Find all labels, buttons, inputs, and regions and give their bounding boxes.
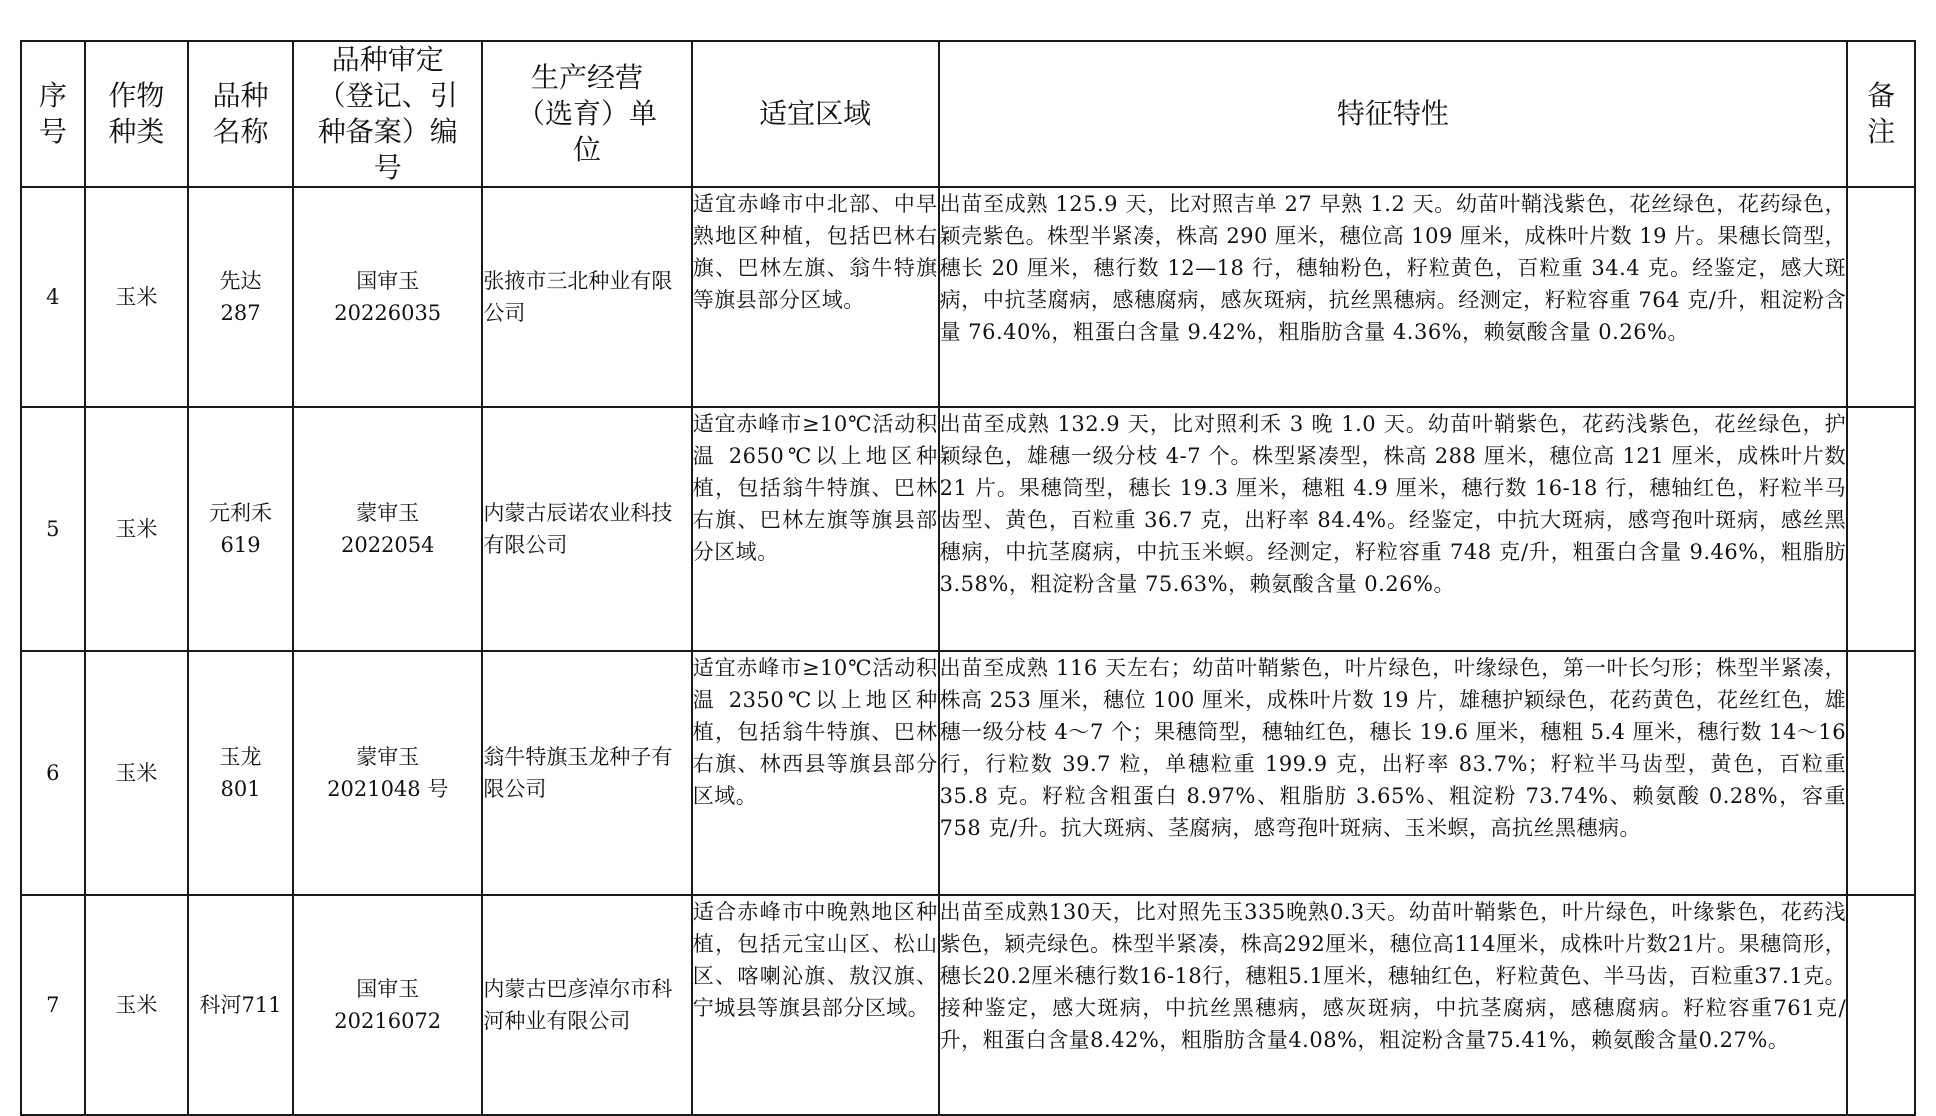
cell-variety: 科河711: [188, 895, 293, 1115]
cell-traits: 出苗至成熟130天，比对照先玉335晚熟0.3天。幼苗叶鞘紫色，叶片绿色，叶缘紫色，花药浅紫色，颖壳绿色。株型半紧凑，株高292厘米，穗位高114厘米，成株叶片数21片。果穗筒形，穗长20.2厘米穗行数16-18行，穗粗5.1厘米，穗轴红色，籽粒黄色、半马齿，百粒重37.1克。接种鉴定，感大斑病，中抗丝黑穗病，感灰斑病，中抗茎腐病，感穗腐病。籽粒容重761克/升，粗蛋白含量8.42%，粗脂肪含量4.08%，粗淀粉含量75.41%，赖氨酸含量0.27%。: [939, 895, 1848, 1115]
header-no: 序号: [21, 41, 85, 187]
cell-remarks: [1847, 895, 1915, 1115]
cell-reg-no: 国审玉 20226035: [293, 187, 482, 407]
cell-remarks: [1847, 407, 1915, 651]
header-reg-no: 品种审定（登记、引种备案）编号: [293, 41, 482, 187]
cell-no: 4: [21, 187, 85, 407]
cell-no: 5: [21, 407, 85, 651]
cell-producer: 内蒙古巴彦淖尔市科河种业有限公司: [482, 895, 691, 1115]
cell-region: 适宜赤峰市中北部、中早熟地区种植，包括巴林右旗、巴林左旗、翁牛特旗等旗县部分区域。: [692, 187, 939, 407]
cell-variety: 先达 287: [188, 187, 293, 407]
table-row: [21, 651, 1915, 895]
cell-region: 适宜赤峰市≥10℃活动积温 2350℃以上地区种植，包括翁牛特旗、巴林右旗、林西县等旗县部分区域。: [692, 651, 939, 895]
cell-producer: 翁牛特旗玉龙种子有限公司: [482, 651, 691, 895]
table-row: [21, 407, 1915, 651]
cell-reg-no: 蒙审玉 2021048 号: [293, 651, 482, 895]
header-remarks: 备注: [1847, 41, 1915, 187]
cell-crop: 玉米: [85, 187, 188, 407]
cell-region: 适宜赤峰市≥10℃活动积温 2650℃以上地区种植，包括翁牛特旗、巴林右旗、巴林左旗等旗县部分区域。: [692, 407, 939, 651]
cell-variety: 元利禾 619: [188, 407, 293, 651]
cell-reg-no: 蒙审玉 2022054: [293, 407, 482, 651]
cell-producer: 张掖市三北种业有限公司: [482, 187, 691, 407]
cell-crop: 玉米: [85, 651, 188, 895]
cell-traits: 出苗至成熟 125.9 天，比对照吉单 27 早熟 1.2 天。幼苗叶鞘浅紫色，花丝绿色，花药绿色，颖壳紫色。株型半紧凑，株高 290 厘米，穗位高 109 厘米，成株叶片数 19 片。果穗长筒型，穗长 20 厘米，穗行数 12—18 行，穗轴粉色，籽粒黄色，百粒重 34.4 克。经鉴定，感大斑病，中抗茎腐病，感穗腐病，感灰斑病，抗丝黑穗病。经测定，籽粒容重 764 克/升，粗淀粉含量 76.40%，粗蛋白含量 9.42%，粗脂肪含量 4.36%，赖氨酸含量 0.26%。: [939, 187, 1848, 407]
header-crop: 作物种类: [85, 41, 188, 187]
header-row: [21, 41, 1915, 187]
cell-traits: 出苗至成熟 116 天左右；幼苗叶鞘紫色，叶片绿色，叶缘绿色，第一叶长匀形；株型半紧凑，株高 253 厘米，穗位 100 厘米，成株叶片数 19 片，雄穗护颖绿色，花药黄色，花丝红色，雄穗一级分枝 4～7 个；果穗筒型，穗轴红色，穗长 19.6 厘米，穗粗 5.4 厘米，穗行数 14～16 行，行粒数 39.7 粒，单穗粒重 199.9 克，出籽率 83.7%；籽粒半马齿型，黄色，百粒重 35.8 克。籽粒含粗蛋白 8.97%、粗脂肪 3.65%、粗淀粉 73.74%、赖氨酸 0.28%，容重 758 克/升。抗大斑病、茎腐病，感弯孢叶斑病、玉米螟，高抗丝黑穗病。: [939, 651, 1848, 895]
cell-remarks: [1847, 651, 1915, 895]
cell-producer: 内蒙古辰诺农业科技有限公司: [482, 407, 691, 651]
table-row: [21, 187, 1915, 407]
cell-variety: 玉龙 801: [188, 651, 293, 895]
cell-crop: 玉米: [85, 407, 188, 651]
cell-region: 适合赤峰市中晚熟地区种植，包括元宝山区、松山区、喀喇沁旗、敖汉旗、宁城县等旗县部分区域。: [692, 895, 939, 1115]
variety-table: [20, 40, 1916, 1116]
cell-no: 7: [21, 895, 85, 1115]
cell-no: 6: [21, 651, 85, 895]
cell-traits: 出苗至成熟 132.9 天，比对照利禾 3 晚 1.0 天。幼苗叶鞘紫色，花药浅紫色，花丝绿色，护颖绿色，雄穗一级分枝 4-7 个。株型紧凑型，株高 288 厘米，穗位高 121 厘米，成株叶片数 21 片。果穗筒型，穗长 19.3 厘米，穗粗 4.9 厘米，穗行数 16-18 行，穗轴红色，籽粒半马齿型、黄色，百粒重 36.7 克，出籽率 84.4%。经鉴定，中抗大斑病，感弯孢叶斑病，感丝黑穗病，中抗茎腐病，中抗玉米螟。经测定，籽粒容重 748 克/升，粗蛋白含量 9.46%，粗脂肪 3.58%，粗淀粉含量 75.63%，赖氨酸含量 0.26%。: [939, 407, 1848, 651]
table-row: [21, 895, 1915, 1115]
cell-remarks: [1847, 187, 1915, 407]
cell-crop: 玉米: [85, 895, 188, 1115]
header-variety: 品种名称: [188, 41, 293, 187]
header-traits: 特征特性: [939, 41, 1848, 187]
cell-reg-no: 国审玉 20216072: [293, 895, 482, 1115]
header-producer: 生产经营（选育）单位: [482, 41, 691, 187]
header-region: 适宜区域: [692, 41, 939, 187]
